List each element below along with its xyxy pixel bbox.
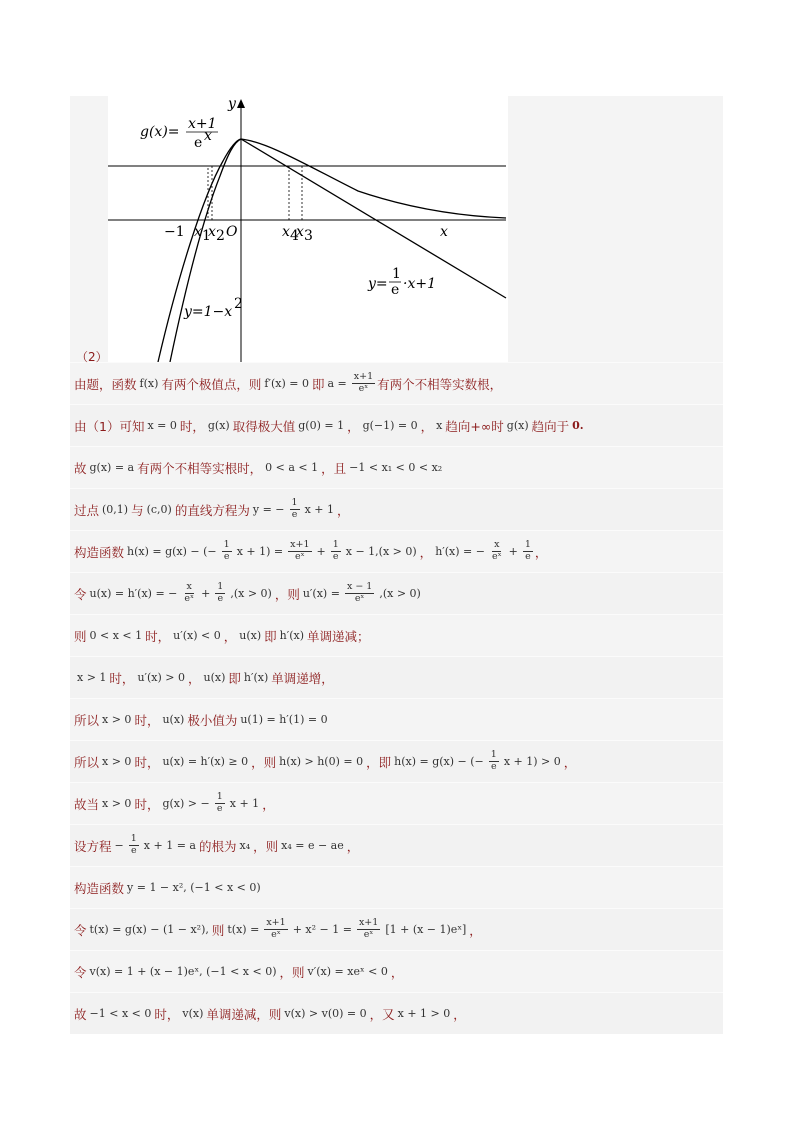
math: g(x) > − bbox=[162, 797, 210, 810]
math: [1 + (x − 1)eˣ] bbox=[385, 923, 467, 936]
math: u(1) = h′(1) = 0 bbox=[240, 713, 328, 726]
math: −1 < x₁ < 0 < x₂ bbox=[349, 461, 443, 474]
denominator: eˣ bbox=[491, 551, 502, 562]
text: ，则 bbox=[251, 754, 277, 770]
label-minus-one: −1 bbox=[164, 224, 185, 240]
denominator: e bbox=[223, 551, 230, 562]
numerator: 1 bbox=[524, 539, 531, 551]
math: u(x) bbox=[162, 713, 185, 726]
fraction bbox=[489, 750, 499, 773]
math: y = − bbox=[252, 503, 285, 516]
label-parab-sup: 2 bbox=[234, 296, 243, 312]
numerator: 1 bbox=[217, 581, 224, 593]
text: ， bbox=[262, 796, 275, 812]
math: + bbox=[201, 587, 211, 600]
label-g-lhs: g(x)= bbox=[140, 124, 180, 140]
text: 有两个不相等实数根， bbox=[377, 376, 503, 392]
text: 构造函数 bbox=[74, 880, 125, 896]
label-x2: x bbox=[208, 224, 216, 240]
fraction bbox=[331, 540, 341, 563]
text: 时， bbox=[154, 1006, 180, 1022]
solution-line-16 bbox=[70, 992, 723, 1034]
numerator: x+1 bbox=[290, 539, 310, 551]
solution-line-4 bbox=[70, 488, 723, 530]
solution-line-5 bbox=[70, 530, 723, 572]
math: ,(x > 0) bbox=[230, 587, 272, 600]
numerator: x+1 bbox=[353, 371, 374, 383]
text: ， bbox=[223, 628, 237, 644]
solution-line-9 bbox=[70, 698, 723, 740]
text: ，则 bbox=[253, 838, 279, 854]
text: ， bbox=[534, 544, 548, 560]
text: ， bbox=[347, 418, 360, 434]
denominator: eˣ bbox=[363, 929, 374, 940]
math: + x² − 1 = bbox=[292, 923, 352, 936]
text: ，且 bbox=[321, 460, 347, 476]
text: ， bbox=[420, 418, 434, 434]
math: 0 < a < 1 bbox=[265, 461, 319, 474]
math: f(x) bbox=[139, 377, 159, 390]
numerator: x − 1 bbox=[346, 581, 373, 593]
math: x + 1 bbox=[304, 503, 334, 516]
math: x₄ = e − ae bbox=[281, 839, 344, 852]
math: t(x) = bbox=[227, 923, 260, 936]
math: u(x) bbox=[239, 629, 262, 642]
math: ,(x > 0) bbox=[379, 587, 421, 600]
text: 故当 bbox=[74, 796, 100, 812]
text: 所以 bbox=[74, 754, 100, 770]
math: h′(x) bbox=[243, 671, 269, 684]
denominator: eˣ bbox=[354, 593, 365, 604]
solution-line-8 bbox=[70, 656, 723, 698]
label-x4: x bbox=[282, 224, 290, 240]
math: x + 1 > 0 bbox=[397, 1007, 451, 1020]
text: 令 bbox=[74, 964, 87, 980]
text: 趋向于 bbox=[531, 418, 570, 434]
label-x4-sub: 4 bbox=[290, 228, 299, 244]
fraction bbox=[215, 582, 225, 605]
fraction bbox=[264, 918, 287, 941]
math: h′(x) bbox=[279, 629, 305, 642]
math: g(x) bbox=[506, 419, 529, 432]
denominator: eˣ bbox=[294, 551, 305, 562]
math: v(x) = 1 + (x − 1)eˣ, (−1 < x < 0) bbox=[89, 965, 277, 978]
math: v(x) > v(0) = 0 bbox=[284, 1007, 367, 1020]
text: 单调递减； bbox=[307, 628, 370, 644]
math: u(x) = h′(x) = − bbox=[89, 587, 178, 600]
solution-line-14 bbox=[70, 908, 723, 950]
math: y = 1 − x², (−1 < x < 0) bbox=[127, 881, 261, 894]
label-parab: y=1−x bbox=[184, 304, 233, 320]
text: 设方程 bbox=[74, 838, 112, 854]
denominator: e bbox=[291, 509, 298, 520]
numerator: 1 bbox=[130, 833, 137, 845]
math: v′(x) = xeˣ < 0 bbox=[307, 965, 388, 978]
denominator: e bbox=[490, 761, 497, 772]
math: x + 1) > 0 bbox=[503, 755, 561, 768]
solution-line-11 bbox=[70, 782, 723, 824]
solution-line-10 bbox=[70, 740, 723, 782]
math: −1 < x < 0 bbox=[89, 1007, 152, 1020]
label-y-axis: y bbox=[228, 96, 236, 112]
label-line-num: 1 bbox=[392, 266, 401, 282]
text: ，又 bbox=[369, 1006, 395, 1022]
text: 即 bbox=[311, 376, 325, 392]
text: 由（1）可知 bbox=[74, 418, 145, 434]
fraction bbox=[345, 582, 374, 605]
math: v(x) bbox=[182, 1007, 204, 1020]
fraction bbox=[352, 372, 375, 395]
function-graph bbox=[108, 96, 508, 362]
math: x > 0 bbox=[102, 713, 132, 726]
math: g(x) = a bbox=[89, 461, 135, 474]
math: (c,0) bbox=[146, 503, 172, 516]
denominator: e bbox=[217, 593, 224, 604]
text: ， bbox=[188, 670, 201, 686]
math: x bbox=[436, 419, 443, 432]
numerator: x bbox=[186, 581, 192, 593]
text: ， bbox=[453, 1006, 466, 1022]
math: x + 1 = a bbox=[143, 839, 196, 852]
denominator: eˣ bbox=[184, 593, 195, 604]
label-x1: x bbox=[194, 224, 202, 240]
text: 时， bbox=[109, 670, 135, 686]
solution-line-6 bbox=[70, 572, 723, 614]
label-x3: x bbox=[296, 224, 304, 240]
denominator: eˣ bbox=[271, 929, 281, 940]
part-label: （2） bbox=[76, 350, 108, 364]
math: g(−1) = 0 bbox=[362, 419, 418, 432]
denominator: e bbox=[216, 803, 223, 814]
text: 有两个不相等实根时， bbox=[137, 460, 263, 476]
solution-line-1 bbox=[70, 362, 723, 404]
text: ， bbox=[337, 502, 350, 518]
solution-line-13 bbox=[70, 866, 723, 908]
fraction bbox=[290, 498, 300, 521]
math: x + 1 bbox=[229, 797, 260, 810]
math: g(0) = 1 bbox=[298, 419, 345, 432]
solution-line-2 bbox=[70, 404, 723, 446]
label-x2-sub: 2 bbox=[216, 228, 225, 244]
text: 过点 bbox=[74, 502, 100, 518]
label-x-axis: x bbox=[440, 224, 448, 240]
label-g-num: x+1 bbox=[188, 116, 217, 132]
math: h(x) > h(0) = 0 bbox=[279, 755, 364, 768]
fraction bbox=[182, 582, 196, 605]
math: (0,1) bbox=[102, 503, 129, 516]
math: x₄ bbox=[239, 839, 251, 852]
text: ， bbox=[346, 838, 360, 854]
solution-line-3 bbox=[70, 446, 723, 488]
label-g-den: e bbox=[194, 135, 203, 151]
text: 有两个极值点，则 bbox=[161, 376, 262, 392]
solution-content bbox=[70, 96, 723, 1034]
text: 由题，函数 bbox=[74, 376, 137, 392]
math: x > 0 bbox=[102, 797, 132, 810]
fraction bbox=[490, 540, 504, 563]
numerator: 1 bbox=[216, 791, 223, 803]
label-line-rhs: ·x+1 bbox=[403, 276, 436, 292]
math: t(x) = g(x) − (1 − x²), bbox=[89, 923, 209, 936]
numerator: x bbox=[494, 539, 500, 551]
text: ， bbox=[563, 754, 577, 770]
text: 即 bbox=[264, 628, 277, 644]
text: ， bbox=[390, 964, 404, 980]
text: 所以 bbox=[74, 712, 100, 728]
math: + bbox=[508, 545, 518, 558]
math: g(x) bbox=[207, 419, 230, 432]
text: 的直线方程为 bbox=[174, 502, 250, 518]
text: 故 bbox=[74, 460, 87, 476]
math: u′(x) = bbox=[302, 587, 340, 600]
math: h(x) = g(x) − (− bbox=[394, 755, 484, 768]
denominator: e bbox=[525, 551, 531, 562]
text: 构造函数 bbox=[74, 544, 125, 560]
text: 时， bbox=[134, 796, 160, 812]
text: 趋向+∞时 bbox=[445, 418, 504, 434]
text: 单调递增， bbox=[271, 670, 334, 686]
math: f′(x) = 0 bbox=[264, 377, 309, 390]
fraction bbox=[288, 540, 311, 563]
fraction bbox=[215, 792, 225, 815]
label-x3-sub: 3 bbox=[304, 228, 313, 244]
numerator: 1 bbox=[291, 497, 298, 509]
label-line-lhs: y= bbox=[368, 276, 388, 292]
math: h(x) = g(x) − (− bbox=[127, 545, 217, 558]
text: 与 bbox=[131, 502, 144, 518]
text: 故 bbox=[74, 1006, 87, 1022]
fraction bbox=[222, 540, 232, 563]
math: 0 < x < 1 bbox=[89, 629, 143, 642]
text: ，即 bbox=[366, 754, 392, 770]
text: 极小值为 bbox=[187, 712, 238, 728]
fraction bbox=[129, 834, 139, 857]
solution-line-12 bbox=[70, 824, 723, 866]
text: 时， bbox=[179, 418, 205, 434]
text: ，则 bbox=[274, 586, 300, 602]
denominator: e bbox=[130, 845, 137, 856]
figure-area bbox=[70, 96, 723, 362]
text: 则 bbox=[74, 628, 87, 644]
label-line-den: e bbox=[391, 282, 400, 298]
text: 时， bbox=[134, 712, 160, 728]
numerator: 1 bbox=[223, 539, 230, 551]
math: x > 0 bbox=[102, 755, 132, 768]
solution-line-15 bbox=[70, 950, 723, 992]
math: x − 1,(x > 0) bbox=[345, 545, 417, 558]
numerator: 1 bbox=[332, 539, 339, 551]
numerator: x+1 bbox=[358, 917, 379, 929]
denominator: e bbox=[332, 551, 339, 562]
text: 时， bbox=[145, 628, 171, 644]
text: 的根为 bbox=[198, 838, 237, 854]
fraction bbox=[357, 918, 380, 941]
text: ， bbox=[419, 544, 433, 560]
text: 令 bbox=[74, 922, 87, 938]
math: u′(x) < 0 bbox=[173, 629, 221, 642]
solution-line-7 bbox=[70, 614, 723, 656]
math: x > 1 bbox=[77, 671, 107, 684]
text: 取得极大值 bbox=[232, 418, 296, 434]
math: x = 0 bbox=[147, 419, 177, 432]
numerator: 1 bbox=[490, 749, 497, 761]
label-g-den-sup: x bbox=[204, 128, 212, 144]
text: ， bbox=[469, 922, 482, 938]
math: − bbox=[114, 839, 124, 852]
math: a = bbox=[327, 377, 347, 390]
math: u′(x) > 0 bbox=[137, 671, 186, 684]
math: x + 1) = bbox=[236, 545, 284, 558]
math: + bbox=[316, 545, 326, 558]
text: 时， bbox=[134, 754, 160, 770]
text: 即 bbox=[228, 670, 241, 686]
text: 则 bbox=[211, 922, 225, 938]
text: 令 bbox=[74, 586, 87, 602]
fraction bbox=[523, 540, 533, 563]
math-bold: 0. bbox=[572, 419, 584, 432]
denominator: eˣ bbox=[358, 383, 369, 394]
label-origin: O bbox=[226, 224, 238, 240]
math: h′(x) = − bbox=[435, 545, 485, 558]
numerator: x+1 bbox=[266, 917, 286, 929]
text: ，则 bbox=[279, 964, 305, 980]
text: 单调递减，则 bbox=[206, 1006, 282, 1022]
math: u(x) bbox=[203, 671, 226, 684]
label-x1-sub: 1 bbox=[202, 228, 211, 244]
math: u(x) = h′(x) ≥ 0 bbox=[162, 755, 249, 768]
